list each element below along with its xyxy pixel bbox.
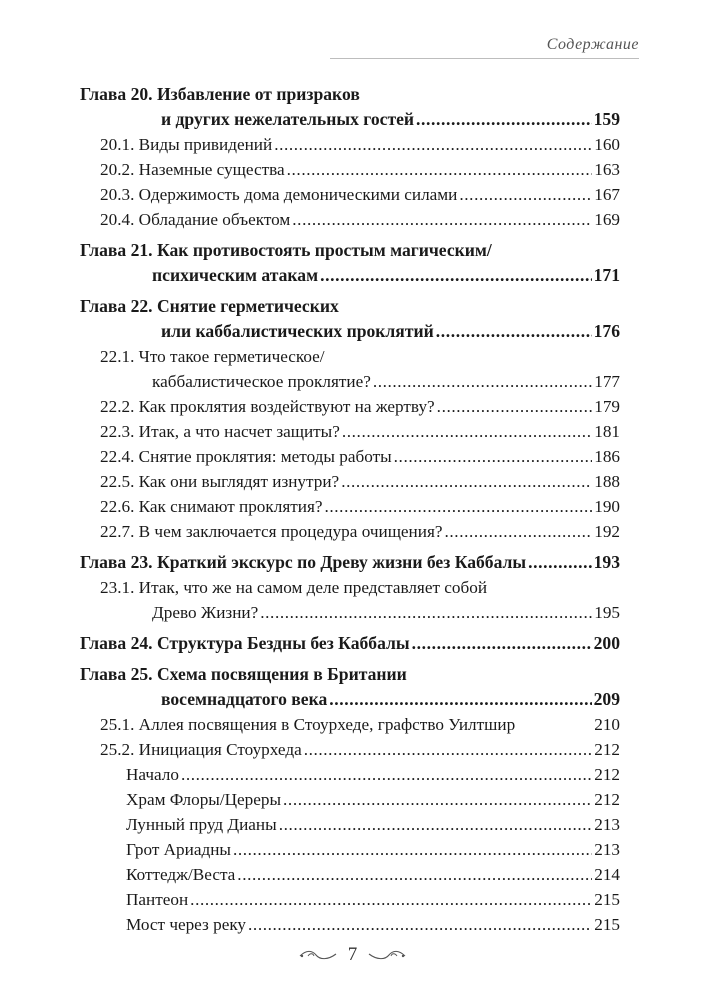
toc-entry-title: Пантеон (126, 890, 189, 909)
dot-leader (329, 687, 591, 712)
toc-entry-title: 22.7. В чем заключается процедура очищения? (100, 522, 443, 541)
toc-page-number: 213 (594, 815, 620, 834)
toc-entry-title: Глава 20. Избавление от призраков (80, 84, 360, 104)
dot-leader (292, 207, 592, 232)
toc-page-number: 160 (594, 135, 620, 154)
toc-entry-title: 22.5. Как они выглядят изнутри? (100, 472, 340, 491)
table-of-contents (80, 82, 620, 937)
toc-entry-title: Древо Жизни? (152, 603, 259, 622)
dot-leader (416, 107, 592, 132)
dot-leader (528, 550, 591, 575)
toc-section-entry[interactable] (80, 182, 620, 207)
toc-section-entry[interactable] (80, 712, 620, 737)
right-ornament-icon (367, 948, 407, 962)
toc-entry-title: каббалистическое проклятие? (152, 372, 371, 391)
dot-leader (342, 419, 592, 444)
dot-leader (304, 737, 593, 762)
toc-chapter-entry[interactable] (80, 687, 620, 712)
toc-page-number: 212 (594, 740, 620, 759)
dot-leader (324, 494, 592, 519)
header-rule (330, 58, 639, 59)
dot-leader (341, 469, 592, 494)
toc-entry-title: психическим атакам (152, 265, 319, 285)
dot-leader (437, 394, 593, 419)
toc-entry-title: 25.1. Аллея посвящения в Стоурхеде, графство Уилтшир (100, 715, 516, 734)
toc-page-number: 212 (594, 790, 620, 809)
toc-section-entry[interactable] (80, 762, 620, 787)
toc-entry-title: или каббалистических проклятий (161, 321, 434, 341)
toc-page-number: 159 (593, 109, 620, 129)
page-number: 7 (347, 944, 358, 965)
toc-chapter-entry[interactable] (80, 238, 620, 263)
toc-section-entry[interactable] (80, 494, 620, 519)
toc-page-number: 171 (593, 265, 620, 285)
toc-section-entry[interactable] (80, 469, 620, 494)
toc-section-entry[interactable] (80, 737, 620, 762)
toc-entry-title: 22.2. Как проклятия воздействуют на жертву? (100, 397, 435, 416)
toc-chapter-entry[interactable] (80, 319, 620, 344)
dot-leader (459, 182, 592, 207)
toc-page-number: 169 (594, 210, 620, 229)
dot-leader (287, 157, 593, 182)
toc-entry-title: Глава 24. Структура Бездны без Каббалы (80, 633, 410, 653)
toc-entry-title: Грот Ариадны (126, 840, 231, 859)
toc-chapter-entry[interactable] (80, 82, 620, 107)
toc-chapter-entry[interactable] (80, 263, 620, 288)
toc-page-number: 176 (593, 321, 620, 341)
toc-page-number: 179 (594, 397, 620, 416)
toc-section-entry[interactable] (80, 862, 620, 887)
toc-entry-title: восемнадцатого века (161, 689, 328, 709)
toc-entry-title: 22.4. Снятие проклятия: методы работы (100, 447, 392, 466)
dot-leader (233, 837, 592, 862)
toc-entry-title: Коттедж/Веста (126, 865, 236, 884)
toc-section-entry[interactable] (80, 207, 620, 232)
dot-leader (373, 369, 592, 394)
left-ornament-icon (298, 948, 338, 962)
toc-page-number: 186 (594, 447, 620, 466)
toc-section-entry[interactable] (80, 787, 620, 812)
toc-page-number: 177 (594, 372, 620, 391)
toc-entry-title: 23.1. Итак, что же на самом деле представляет собой (100, 578, 488, 597)
toc-entry-title: Глава 25. Схема посвящения в Британии (80, 664, 407, 684)
dot-leader (181, 762, 592, 787)
toc-chapter-entry[interactable] (80, 107, 620, 132)
toc-page-number: 215 (594, 915, 620, 934)
toc-page-number: 193 (593, 552, 620, 572)
toc-section-entry[interactable] (80, 419, 620, 444)
running-header: Содержание (546, 36, 639, 53)
toc-entry-title: Глава 21. Как противостоять простым магическим/ (80, 240, 492, 260)
dot-leader (283, 787, 592, 812)
toc-entry-title: 20.3. Одержимость дома демоническими силами (100, 185, 458, 204)
toc-entry-title: 22.3. Итак, а что насчет защиты? (100, 422, 340, 441)
dot-leader (248, 912, 592, 937)
toc-section-entry[interactable] (80, 600, 620, 625)
dot-leader (436, 319, 592, 344)
toc-chapter-entry[interactable] (80, 550, 620, 575)
toc-entry-title: 22.6. Как снимают проклятия? (100, 497, 323, 516)
toc-page-number: 190 (594, 497, 620, 516)
toc-page-number: 200 (593, 633, 620, 653)
toc-entry-title: 22.1. Что такое герметическое/ (100, 347, 325, 366)
toc-entry-title: Начало (126, 765, 179, 784)
dot-leader (445, 519, 593, 544)
toc-page-number: 215 (594, 890, 620, 909)
toc-page-number: 195 (594, 603, 620, 622)
dot-leader (394, 444, 593, 469)
toc-page-number: 192 (594, 522, 620, 541)
toc-section-entry[interactable] (80, 394, 620, 419)
toc-section-entry[interactable] (80, 344, 620, 369)
toc-entry-title: 25.2. Инициация Стоурхеда (100, 740, 302, 759)
toc-section-entry[interactable] (80, 837, 620, 862)
dot-leader (412, 631, 592, 656)
toc-chapter-entry[interactable] (80, 631, 620, 656)
dot-leader (320, 263, 592, 288)
toc-page-number: 167 (594, 185, 620, 204)
dot-leader (237, 862, 592, 887)
toc-page-number: 213 (594, 840, 620, 859)
toc-entry-title: Лунный пруд Дианы (126, 815, 277, 834)
toc-chapter-entry[interactable] (80, 662, 620, 687)
toc-section-entry[interactable] (80, 157, 620, 182)
dot-leader (274, 132, 592, 157)
toc-page-number: 181 (594, 422, 620, 441)
toc-section-entry[interactable] (80, 519, 620, 544)
toc-page-number: 214 (594, 865, 620, 884)
toc-page-number: 188 (594, 472, 620, 491)
toc-page-number: 212 (594, 765, 620, 784)
toc-section-entry[interactable] (80, 887, 620, 912)
toc-section-entry[interactable] (80, 912, 620, 937)
page-footer (0, 944, 705, 966)
toc-page-number: 163 (594, 160, 620, 179)
toc-entry-title: Глава 23. Краткий экскурс по Древу жизни без Каббалы (80, 552, 527, 572)
toc-entry-title: Мост через реку (126, 915, 247, 934)
toc-page-number: 210 (594, 715, 620, 734)
toc-section-entry[interactable] (80, 575, 620, 600)
toc-section-entry[interactable] (80, 444, 620, 469)
dot-leader (260, 600, 592, 625)
toc-entry-title: и других нежелательных гостей (161, 109, 415, 129)
toc-section-entry[interactable] (80, 812, 620, 837)
toc-entry-title: Храм Флоры/Цереры (126, 790, 282, 809)
toc-entry-title: 20.4. Обладание объектом (100, 210, 291, 229)
dot-leader (190, 887, 592, 912)
toc-chapter-entry[interactable] (80, 294, 620, 319)
toc-page-number: 209 (593, 689, 620, 709)
toc-entry-title: 20.2. Наземные существа (100, 160, 285, 179)
toc-section-entry[interactable] (80, 132, 620, 157)
toc-entry-title: 20.1. Виды привидений (100, 135, 273, 154)
dot-leader (279, 812, 593, 837)
toc-entry-title: Глава 22. Снятие герметических (80, 296, 339, 316)
toc-section-entry[interactable] (80, 369, 620, 394)
